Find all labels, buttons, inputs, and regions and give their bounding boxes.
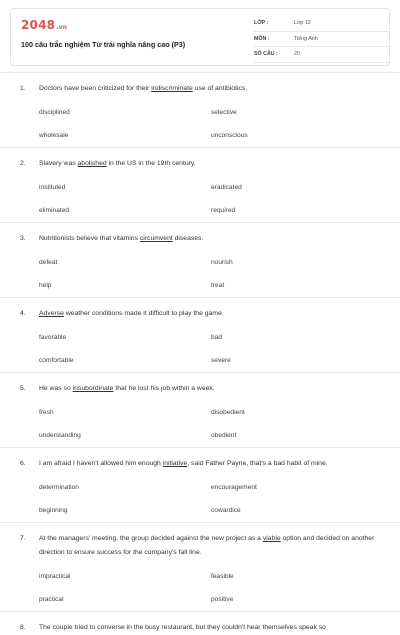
answer-options bbox=[39, 566, 400, 611]
answer-option-b[interactable]: feasible bbox=[211, 573, 234, 580]
underlined-word: circumvent bbox=[139, 235, 173, 242]
question-3 bbox=[0, 222, 400, 297]
question-text: I am afraid I haven't allowed him enough initiative, said Father Payne, that's a bad habit of mine. bbox=[39, 460, 328, 467]
underlined-word: insubordinate bbox=[72, 385, 114, 392]
question-number: 6. bbox=[20, 460, 26, 467]
question-6 bbox=[0, 447, 400, 522]
answer-option-d[interactable]: cowardice bbox=[211, 506, 241, 514]
question-number: 7. bbox=[20, 535, 26, 542]
question-4 bbox=[0, 297, 400, 372]
answer-option-a[interactable]: defeat bbox=[39, 259, 58, 266]
page-title: 100 câu trắc nghiệm Từ trái nghĩa nâng cao (P3) bbox=[21, 40, 186, 49]
underlined-word: initiative bbox=[162, 460, 188, 467]
answer-options bbox=[39, 402, 400, 447]
answer-option-b[interactable]: nourish bbox=[211, 259, 233, 266]
answer-option-d[interactable]: required bbox=[211, 206, 236, 214]
meta-key: SỐ CÂU : bbox=[254, 51, 278, 58]
answer-option-b[interactable]: bad bbox=[211, 334, 223, 341]
answer-options bbox=[39, 327, 400, 372]
logo-suffix: .vn bbox=[56, 24, 68, 31]
question-number: 1. bbox=[20, 85, 26, 92]
question-number: 4. bbox=[20, 310, 26, 317]
answer-options bbox=[39, 177, 400, 222]
meta-value: 20 bbox=[294, 51, 300, 58]
question-text: He was so insubordinate that he lost his job within a week. bbox=[39, 385, 215, 392]
question-number: 2. bbox=[20, 160, 26, 167]
answer-option-b[interactable]: disobedient bbox=[211, 409, 245, 416]
question-number: 8. bbox=[20, 624, 26, 631]
answer-option-c[interactable]: wholesale bbox=[39, 131, 69, 139]
answer-option-d[interactable]: treat bbox=[211, 281, 225, 289]
answer-option-c[interactable]: help bbox=[39, 281, 52, 289]
underlined-word: indiscriminate bbox=[151, 85, 193, 92]
answer-option-d[interactable]: unconscious bbox=[211, 131, 248, 139]
meta-key: LỚP : bbox=[254, 20, 269, 27]
answer-option-a[interactable]: determination bbox=[39, 484, 79, 491]
answer-option-a[interactable]: fresh bbox=[39, 409, 54, 416]
answer-options bbox=[39, 252, 400, 297]
answer-option-b[interactable]: encouragement bbox=[211, 484, 257, 491]
question-text: At the managers' meeting, the group decided against the new project as a viable option and decided on another direction to ensure success for the company's fall line. bbox=[39, 535, 375, 556]
answer-option-a[interactable]: impractical bbox=[39, 573, 71, 580]
answer-options bbox=[39, 477, 400, 522]
answer-option-d[interactable]: severe bbox=[211, 356, 231, 364]
underlined-word: Adverse bbox=[39, 310, 64, 317]
answer-option-c[interactable]: beginning bbox=[39, 506, 68, 514]
answer-option-d[interactable]: positive bbox=[211, 595, 234, 603]
question-text: Doctors have been criticized for their indiscriminate use of antibiotics. bbox=[39, 85, 248, 92]
answer-option-c[interactable]: practical bbox=[39, 595, 64, 603]
meta-row-class bbox=[254, 16, 389, 32]
answer-option-c[interactable]: comfortable bbox=[39, 356, 74, 364]
question-text: Adverse weather conditions made it difficult to play the game. bbox=[39, 310, 224, 317]
meta-row-subject bbox=[254, 32, 389, 48]
answer-option-b[interactable]: selective bbox=[211, 109, 237, 116]
underlined-word: viable bbox=[262, 535, 281, 542]
question-8 bbox=[0, 611, 400, 635]
answer-option-a[interactable]: instituted bbox=[39, 184, 66, 191]
question-1 bbox=[0, 72, 400, 147]
question-5 bbox=[0, 372, 400, 447]
header-card bbox=[10, 8, 390, 66]
question-number: 3. bbox=[20, 235, 26, 242]
answer-option-a[interactable]: disciplined bbox=[39, 109, 70, 116]
answer-options bbox=[39, 102, 400, 147]
question-2 bbox=[0, 147, 400, 222]
question-text: Nutritionists believe that vitamins circumvent diseases. bbox=[39, 235, 204, 242]
question-list bbox=[0, 72, 400, 635]
answer-option-b[interactable]: eradicated bbox=[211, 184, 242, 191]
answer-option-c[interactable]: understanding bbox=[39, 431, 81, 439]
logo-main: 2048 bbox=[21, 18, 56, 32]
meta-value: Lớp 12 bbox=[294, 20, 311, 27]
question-text: The couple tried to converse in the busy restaurant, but they couldn't hear themselves speak so bbox=[39, 624, 326, 631]
question-7 bbox=[0, 522, 400, 611]
answer-option-a[interactable]: favorable bbox=[39, 334, 67, 341]
meta-key: MÔN : bbox=[254, 35, 270, 42]
question-number: 5. bbox=[20, 385, 26, 392]
meta-info bbox=[254, 16, 389, 63]
logo[interactable] bbox=[21, 18, 67, 32]
meta-value: Tiếng Anh bbox=[294, 35, 318, 42]
meta-row-count bbox=[254, 47, 389, 63]
question-text: Slavery was abolished in the US in the 19th century. bbox=[39, 160, 196, 167]
answer-option-d[interactable]: obedient bbox=[211, 431, 237, 439]
underlined-word: abolished bbox=[77, 160, 107, 167]
answer-option-c[interactable]: eliminated bbox=[39, 206, 70, 214]
